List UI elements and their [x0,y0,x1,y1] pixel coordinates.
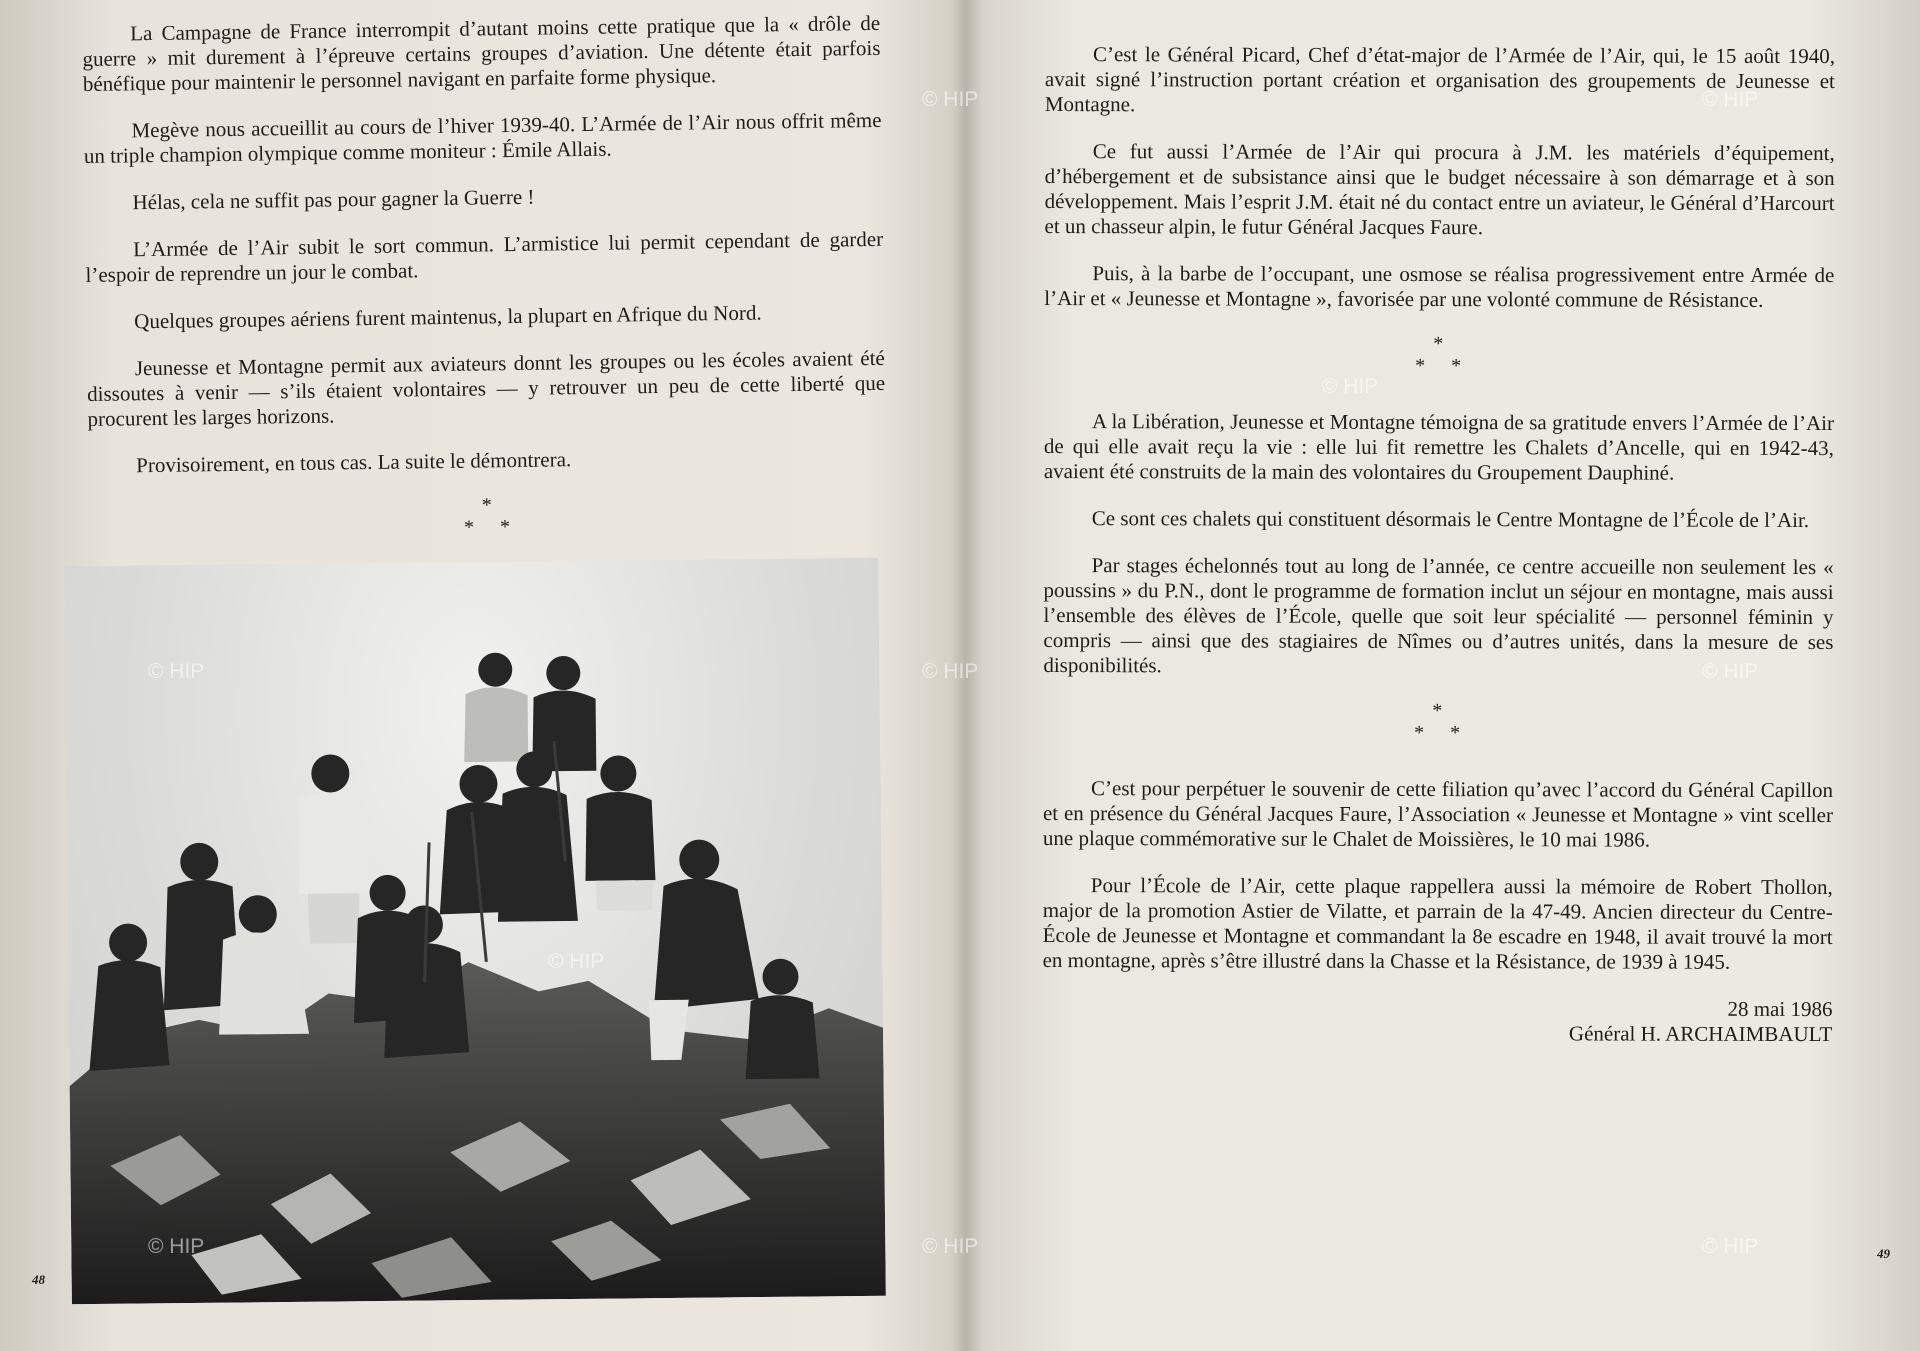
asterisk: * [1451,355,1462,378]
paragraph: L’Armée de l’Air subit le sort commun. L’armistice lui permit cependant de garder l’espoir de reprendre un jour le combat. [85,226,884,287]
asterisk: * [1414,721,1425,744]
page-number: 48 [32,1272,45,1287]
asterisk: * [499,516,511,539]
watermark: © HIP [1702,1235,1759,1258]
paragraph: Ce fut aussi l’Armée de l’Air qui procura à J.M. les matériels d’équipement, d’hébergement et de subsistance ainsi que le budget nécessaire à son démarrage et à son développement. Mais l’esprit J.M. était né du contact entre un aviateur, le Général d’Harcourt et un chasseur alpin, le futur Général Jacques Faure. [1044,139,1835,240]
paragraph: C’est le Général Picard, Chef d’état-major de l’Armée de l’Air, qui, le 15 août 1940, avait signé l’instruction portant création et organisation des groupements de Jeunesse et Montagne. [1044,42,1835,117]
section-separator [458,495,519,542]
paragraph: Megève nous accueillit au cours de l’hiver 1939-40. L’Armée de l’Air nous offrit même un triple champion olympique comme moniteur : Émile Allais. [83,107,882,168]
watermark: © HIP [922,88,979,111]
page-number: 49 [1877,1246,1890,1261]
asterisk: * [1415,354,1426,377]
paragraph: Hélas, cela ne suffit pas pour gagner la Guerre ! [132,184,535,215]
paragraph: Quelques groupes aériens furent maintenus, la plupart en Afrique du Nord. [134,300,762,334]
section-separator [1408,701,1468,747]
watermark: © HIP [148,660,205,683]
paragraph: C’est pour perpétuer le souvenir de cette filiation qu’avec l’accord du Général Capillon et en présence du Général Jacques Faure, l’Association « Jeunesse et Montagne » vint sceller une plaque commémorative sur le Chalet de Moissières, le 10 mai 1986. [1042,776,1834,852]
watermark: © HIP [922,1235,979,1258]
left-page-text [82,11,888,577]
watermark: © HIP [922,660,979,683]
asterisk: * [1432,700,1443,723]
asterisk: * [463,516,475,539]
paragraph: Jeunesse et Montagne permit aux aviateurs donnt les groupes ou les écoles avaient été dissoutes à venir — s’ils étaient volontaires — y retrouver un peu de cette liberté que procurent les larges horizons. [87,345,886,431]
section-separator [1409,334,1469,380]
paragraph: La Campagne de France interrompit d’autant moins cette pratique que la « drôle de guerre » mit durement à l’épreuve certains groupes d’aviation. Une détente était parfois bénéfique pour maintenir le personnel navigant en parfaite forme physique. [82,10,881,96]
asterisk: * [481,494,492,517]
paragraph: Par stages échelonnés tout au long de l’année, ce centre accueille non seulement les « poussins » du P.N., dont le programme de formation inclut un séjour en montagne, mais aussi l’ensemble des élèves de l’École, quelle que soit leur spécialité — personnel féminin y compris — ainsi que des stagiaires de Nîmes ou d’autres unités, dans la mesure de ses disponibilités. [1043,553,1834,678]
paragraph: Ce sont ces chalets qui constituent désormais le Centre Montagne de l’École de l’Air. [1091,506,1810,533]
signature-block [1042,995,1832,1047]
watermark: © HIP [548,950,605,973]
signature-date: 28 mai 1986 [1727,996,1833,1022]
watermark: © HIP [1702,88,1759,111]
paragraph: Pour l’École de l’Air, cette plaque rappellera aussi la mémoire de Robert Thollon, major de la promotion Astier de Vilatte, et parrain de la 47-49. Ancien directeur du Centre-École de Jeunesse et Montagne et commandant la 8e escadre en 1948, il avait trouvé la mort en montagne, après s’être illustré dans la Chasse et la Résistance, de 1939 à 1945. [1042,873,1833,974]
watermark: © HIP [1322,375,1379,398]
watermark: © HIP [148,1235,205,1258]
paragraph: A la Libération, Jeunesse et Montagne témoigna de sa gratitude envers l’Armée de l’Air de qui elle avait reçu la vie : elle lui fit remettre les Chalets d’Ancelle, qui en 1942-43, avaient été construits de la main des volontaires du Groupement Dauphiné. [1043,409,1835,485]
watermark: © HIP [1702,660,1759,683]
asterisk: * [1450,722,1461,745]
right-page [965,0,1920,1351]
paragraph: Puis, à la barbe de l’occupant, une osmose se réalisa progressivement entre Armée de l’Air et « Jeunesse et Montagne », favorisée par une volonté commune de Résistance. [1044,261,1835,312]
paragraph: Provisoirement, en tous cas. La suite le démontrera. [136,447,572,478]
asterisk: * [1433,333,1444,356]
signature-name: Général H. ARCHAIMBAULT [1568,1021,1833,1047]
right-page-text [1042,42,1835,1047]
